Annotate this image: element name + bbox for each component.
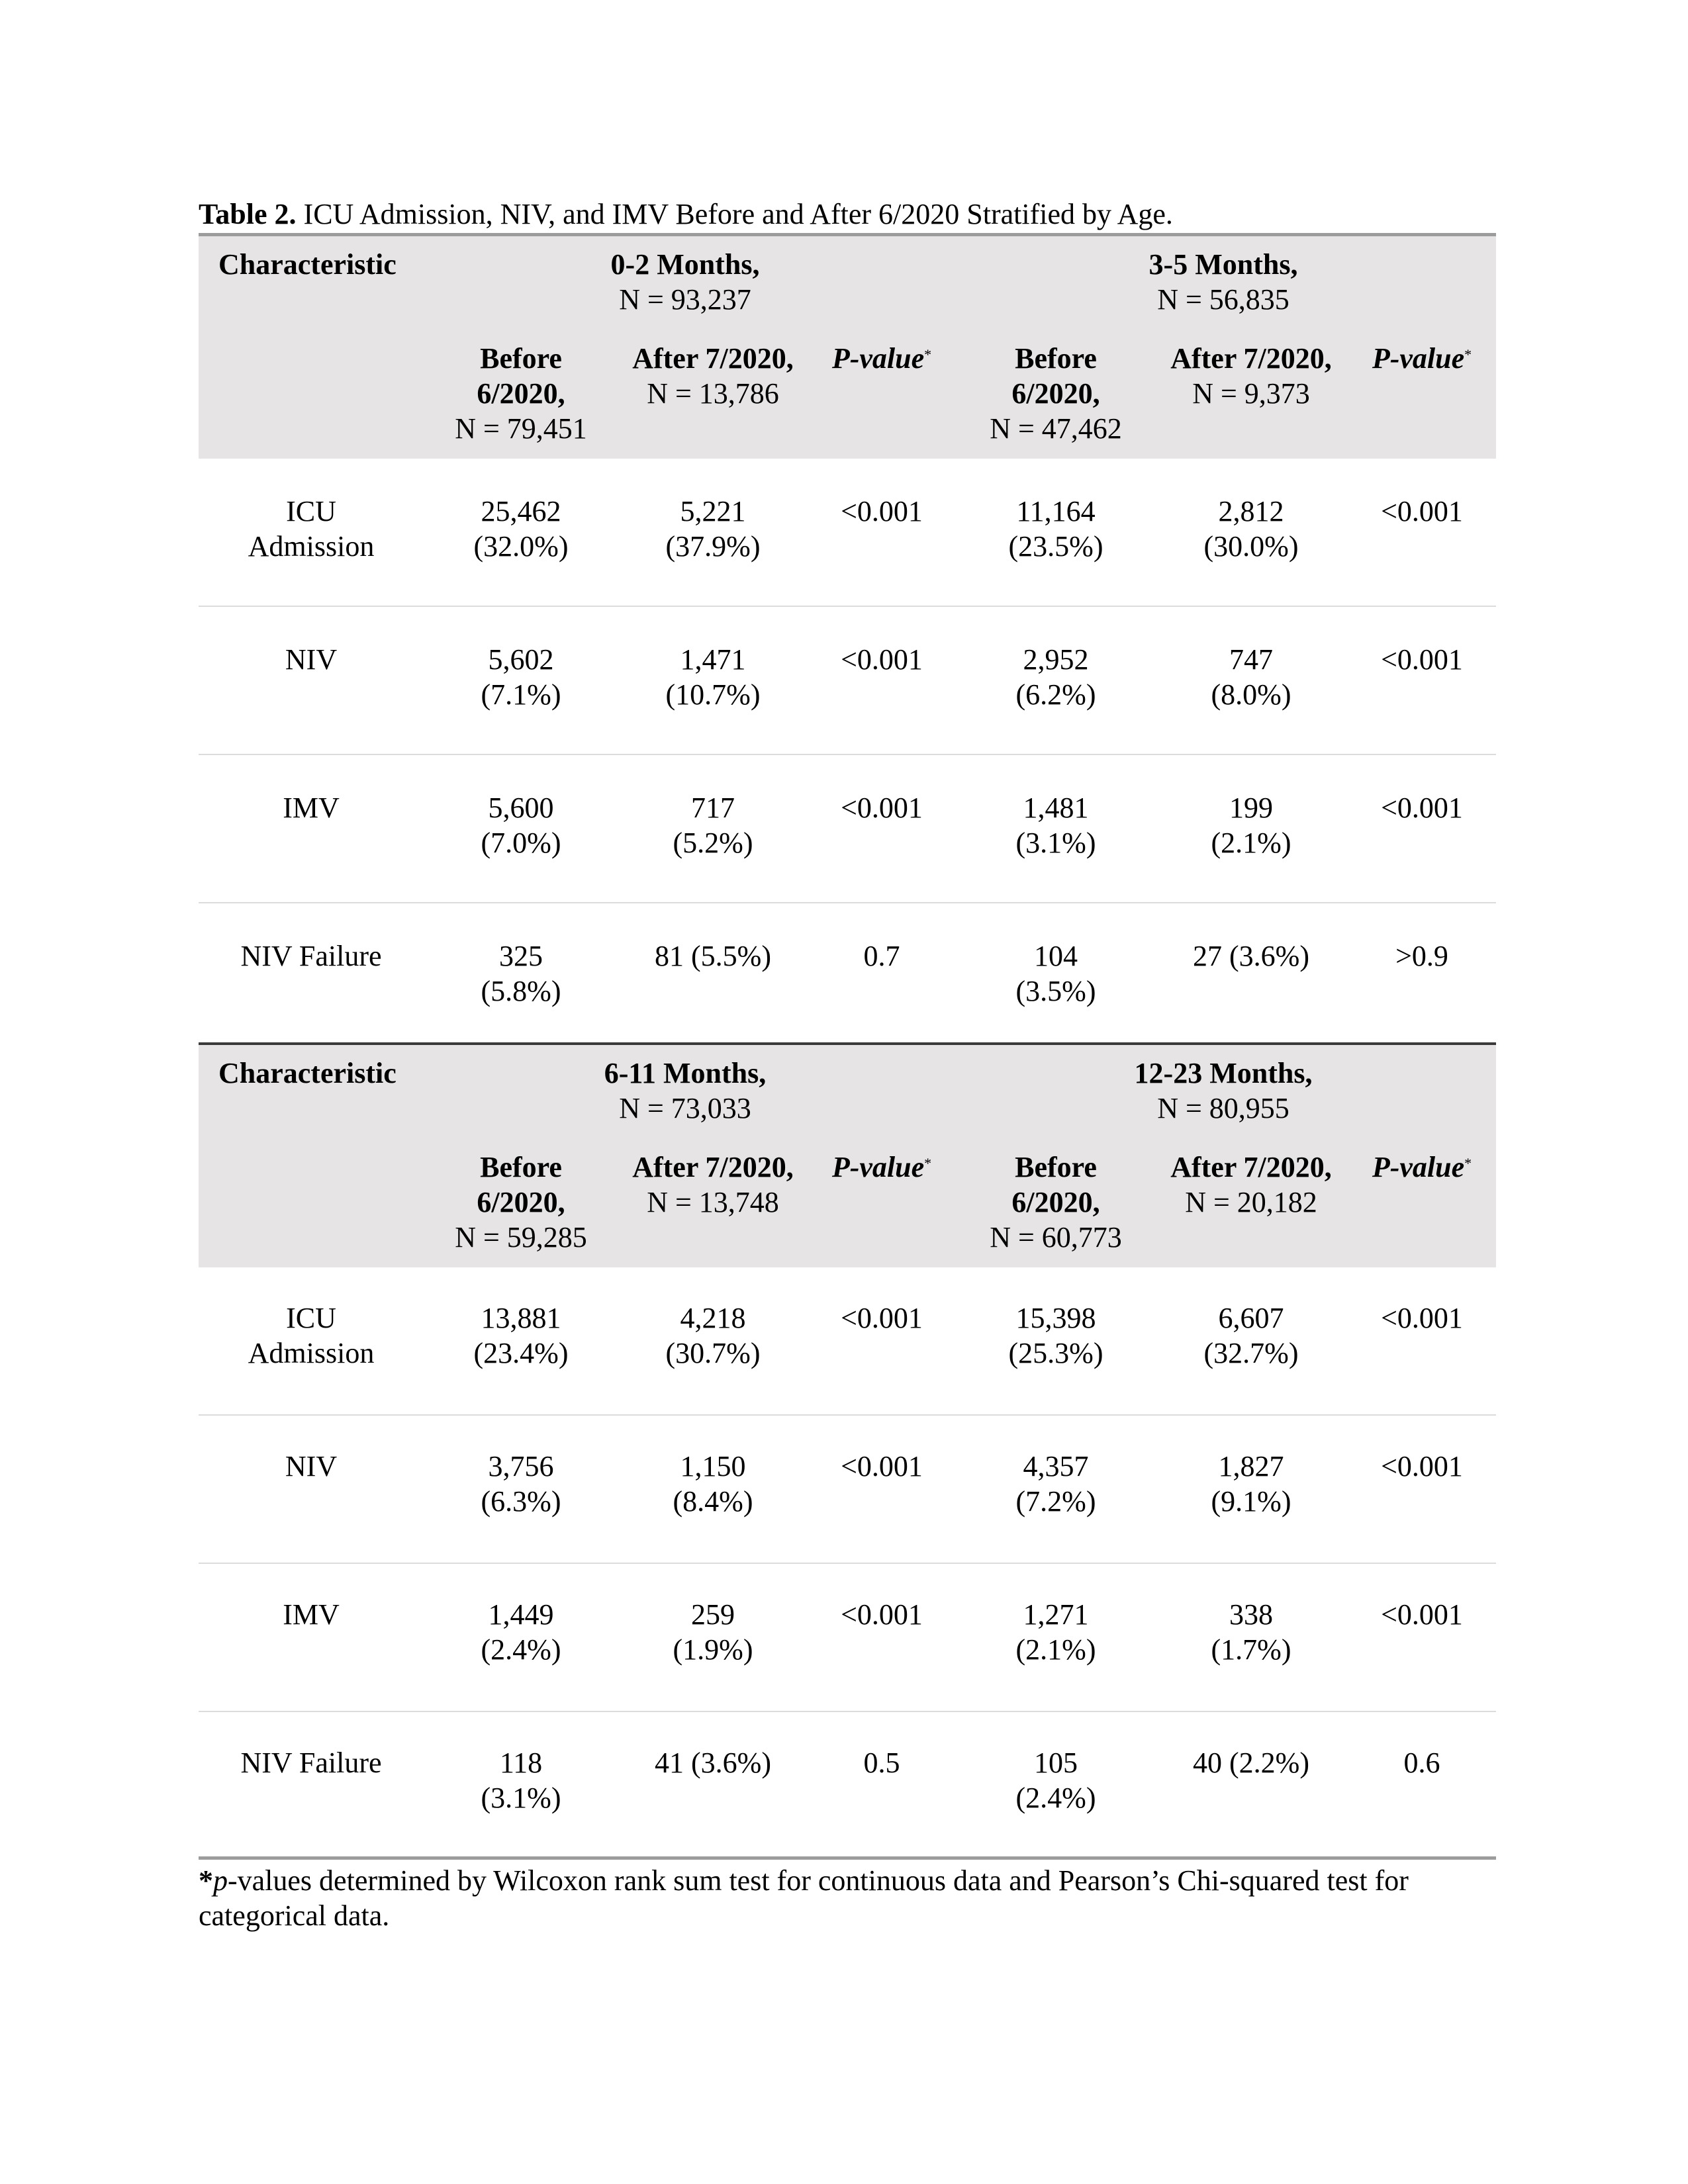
group2-before-count: 105 [1034,1747,1078,1779]
row-label: ICU [286,495,336,527]
table-caption [199,197,1496,232]
group1-p-value-header-text: P-value [831,1151,925,1183]
table-row [199,1564,1496,1712]
row-label: IMV [283,792,340,824]
group2-before-n: N = 47,462 [990,412,1122,445]
table-row [199,1267,1496,1416]
group2-p-value: 0.6 [1403,1747,1440,1779]
group1-before-count: 5,600 [488,792,554,824]
group2-after-n: N = 9,373 [1192,377,1310,410]
group2-after-percent: (30.0%) [1203,530,1299,563]
group2-after-count: 6,607 [1218,1302,1284,1334]
group1-after-percent: (30.7%) [665,1337,761,1369]
group2-before-percent: (3.1%) [1015,827,1096,859]
group2-after-count: 40 (2.2%) [1193,1747,1309,1779]
group1-p-value-header-text: P-value [831,342,925,375]
group1-name-header: 0-2 Months, [610,248,760,281]
group1-p-value: <0.001 [841,1450,923,1482]
group1-p-value: 0.7 [863,940,900,972]
group2-before-count: 15,398 [1015,1302,1096,1334]
table-row [199,1416,1496,1564]
group2-after-percent: (8.0%) [1211,678,1291,711]
group2-before-count: 1,481 [1023,792,1089,824]
group1-before-date: 6/2020, [477,1186,565,1218]
group2-before-header: Before [1015,1151,1097,1183]
group1-before-count: 118 [499,1747,543,1779]
group1-before-percent: (23.4%) [473,1337,569,1369]
group1-p-value: <0.001 [841,495,923,527]
group2-name-header: 3-5 Months, [1149,248,1298,281]
group1-after-percent: (37.9%) [665,530,761,563]
table-label: Table 2. [199,198,297,230]
group1-after-count: 717 [691,792,735,824]
group2-after-count: 747 [1229,643,1273,676]
group2-p-value-header-text: P-value [1372,342,1465,375]
p-value-asterisk: * [924,346,932,363]
p-value-asterisk: * [924,1155,932,1171]
group2-after-count: 199 [1229,792,1273,824]
group1-after-header: After 7/2020, [632,342,794,375]
row-label: ICU [286,1302,336,1334]
group1-before-n: N = 79,451 [455,412,587,445]
group2-after-header: After 7/2020, [1170,1151,1332,1183]
group1-before-percent: (2.4%) [481,1633,561,1666]
group2-p-value: <0.001 [1381,792,1463,824]
group1-after-percent: (10.7%) [665,678,761,711]
group2-p-value-header [1349,1150,1495,1185]
group1-before-percent: (6.3%) [481,1485,561,1518]
group1-after-n: N = 13,786 [647,377,779,410]
table-bottom-rule [199,1856,1496,1860]
group2-before-count: 2,952 [1023,643,1089,676]
group2-name-header: 12-23 Months, [1134,1057,1313,1089]
group2-before-percent: (7.2%) [1015,1485,1096,1518]
footnote-p-italic: p [213,1864,228,1897]
group1-before-count: 3,756 [488,1450,554,1482]
footnote-text: -values determined by Wilcoxon rank sum test for continuous data and Pearson’s Chi-squared test for categorical data. [199,1864,1409,1932]
table-row [199,755,1496,903]
group2-p-value: <0.001 [1381,643,1463,676]
p-value-asterisk: * [1464,1155,1472,1171]
group1-p-value: <0.001 [841,1302,923,1334]
footnote-marker: * [199,1864,213,1897]
group1-after-count: 41 (3.6%) [655,1747,771,1779]
group2-before-percent: (2.4%) [1015,1782,1096,1814]
group1-after-count: 5,221 [680,495,746,527]
row-label: NIV Failure [240,1747,382,1779]
characteristic-header: Characteristic [218,1057,397,1089]
row-label: NIV [285,1450,338,1482]
row-label: NIV [285,643,338,676]
group1-before-percent: (7.0%) [481,827,561,859]
group2-after-percent: (9.1%) [1211,1485,1291,1518]
group1-n-header: N = 93,237 [619,283,751,316]
group2-after-percent: (2.1%) [1211,827,1291,859]
group2-before-percent: (3.5%) [1015,975,1096,1007]
group1-p-value: <0.001 [841,1598,923,1631]
group1-after-count: 259 [691,1598,735,1631]
group2-after-count: 2,812 [1218,495,1284,527]
group1-before-count: 13,881 [481,1302,561,1334]
row-label-line2: Admission [248,530,375,563]
group1-after-count: 4,218 [680,1302,746,1334]
group2-before-header: Before [1015,342,1097,375]
row-label-line2: Admission [248,1337,375,1369]
group2-after-percent: (32.7%) [1203,1337,1299,1369]
group1-after-n: N = 13,748 [647,1186,779,1218]
group2-before-percent: (25.3%) [1008,1337,1103,1369]
group2-after-count: 1,827 [1218,1450,1284,1482]
group2-before-date: 6/2020, [1011,377,1100,410]
group1-before-percent: (3.1%) [481,1782,561,1814]
group2-before-percent: (2.1%) [1015,1633,1096,1666]
group2-n-header: N = 80,955 [1157,1092,1289,1124]
group1-before-n: N = 59,285 [455,1221,587,1253]
group1-after-percent: (5.2%) [673,827,753,859]
group2-before-percent: (6.2%) [1015,678,1096,711]
group1-before-count: 325 [499,940,543,972]
group1-after-count: 1,150 [680,1450,746,1482]
group1-p-value-header [809,1150,955,1185]
group1-p-value-header [809,341,955,376]
group2-p-value: >0.9 [1395,940,1448,972]
group2-before-percent: (23.5%) [1008,530,1103,563]
group1-after-percent: (1.9%) [673,1633,753,1666]
group1-p-value: <0.001 [841,643,923,676]
table-row [199,903,1496,1050]
group2-after-count: 338 [1229,1598,1273,1631]
table-block-2 [199,1042,1496,1859]
table-footnote [199,1863,1496,1933]
group1-before-header: Before [480,1151,562,1183]
group2-n-header: N = 56,835 [1157,283,1289,316]
group1-before-header: Before [480,342,562,375]
group1-name-header: 6-11 Months, [604,1057,767,1089]
group2-after-header: After 7/2020, [1170,342,1332,375]
group1-p-value: 0.5 [863,1747,900,1779]
group2-p-value-header [1349,341,1495,376]
group1-n-header: N = 73,033 [619,1092,751,1124]
table-row [199,459,1496,607]
group2-before-date: 6/2020, [1011,1186,1100,1218]
group2-p-value: <0.001 [1381,1450,1463,1482]
group2-after-percent: (1.7%) [1211,1633,1291,1666]
group1-before-percent: (7.1%) [481,678,561,711]
table-title: ICU Admission, NIV, and IMV Before and After 6/2020 Stratified by Age. [296,198,1173,230]
group2-before-count: 11,164 [1016,495,1096,527]
group1-p-value: <0.001 [841,792,923,824]
group1-after-percent: (8.4%) [673,1485,753,1518]
table-row [199,607,1496,755]
group2-p-value: <0.001 [1381,1598,1463,1631]
group1-after-header: After 7/2020, [632,1151,794,1183]
group1-before-count: 1,449 [488,1598,554,1631]
group2-before-count: 1,271 [1023,1598,1089,1631]
p-value-asterisk: * [1464,346,1472,363]
group2-p-value: <0.001 [1381,1302,1463,1334]
group1-before-percent: (32.0%) [473,530,569,563]
row-label: IMV [283,1598,340,1631]
row-label: NIV Failure [240,940,382,972]
group2-after-n: N = 20,182 [1185,1186,1317,1218]
group1-before-percent: (5.8%) [481,975,561,1007]
table-header [199,236,1496,459]
group1-before-count: 5,602 [488,643,554,676]
group1-after-count: 1,471 [680,643,746,676]
table-block-1 [199,233,1496,1050]
group2-before-count: 4,357 [1023,1450,1089,1482]
group2-before-n: N = 60,773 [990,1221,1122,1253]
group1-after-count: 81 (5.5%) [655,940,771,972]
table-header [199,1045,1496,1267]
group2-p-value: <0.001 [1381,495,1463,527]
group1-before-date: 6/2020, [477,377,565,410]
group1-before-count: 25,462 [481,495,561,527]
characteristic-header: Characteristic [218,248,397,281]
group2-p-value-header-text: P-value [1372,1151,1465,1183]
group2-after-count: 27 (3.6%) [1193,940,1309,972]
group2-before-count: 104 [1034,940,1078,972]
table-row [199,1712,1496,1859]
